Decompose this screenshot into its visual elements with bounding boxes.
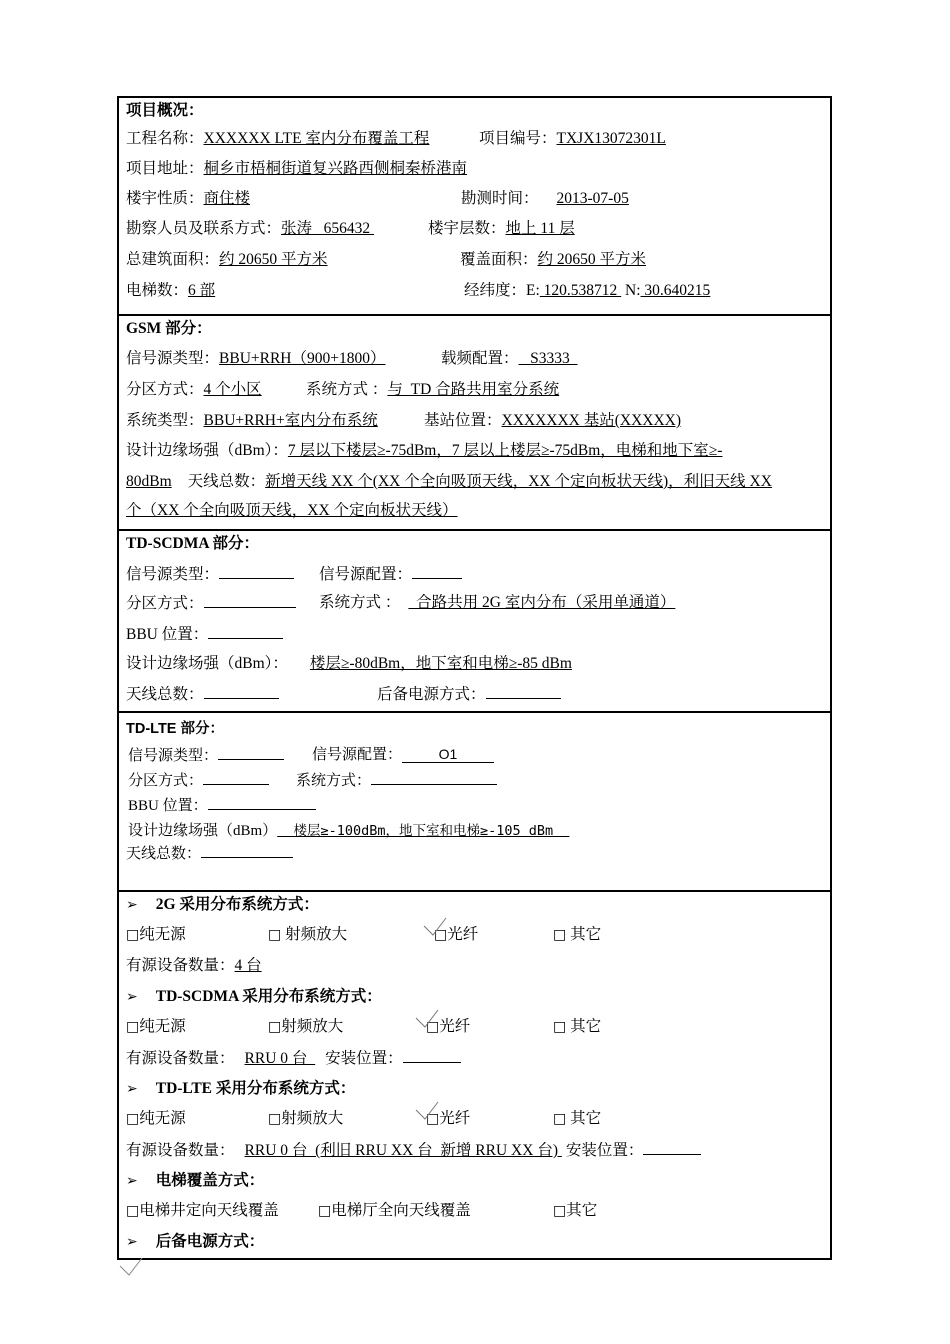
tdscdma-bbu-label: BBU 位置： bbox=[126, 626, 209, 643]
gsm-antenna-line2: 个（XX 个全向吸顶天线，XX 个定向板状天线） bbox=[126, 502, 458, 519]
arrow-bullet-icon: ➢ bbox=[126, 1173, 138, 1189]
option-label: 射频放大 bbox=[285, 926, 348, 943]
floors-field bbox=[428, 219, 575, 239]
project-no-value: TXJX13072301L bbox=[556, 130, 666, 147]
option-label: 电梯井定向天线覆盖 bbox=[139, 1202, 279, 1219]
gsm-edge-line2: 80dBm bbox=[126, 473, 172, 490]
checkmark-icon bbox=[118, 1256, 144, 1278]
option-label: 纯无源 bbox=[139, 1018, 186, 1035]
total-area-value: 约 20650 平方米 bbox=[219, 251, 328, 268]
checkbox-icon[interactable]: □ bbox=[126, 1019, 140, 1035]
g2-dist-heading-row bbox=[126, 895, 319, 915]
elevator-heading-row bbox=[126, 1171, 264, 1191]
checkbox-icon[interactable]: □ bbox=[126, 927, 140, 943]
lon-value: 120.538712 bbox=[539, 282, 622, 299]
tdscdma-partition-label: 分区方式： bbox=[126, 595, 204, 612]
project-no-label: 项目编号： bbox=[479, 130, 557, 147]
tdlte-source-type-blank[interactable] bbox=[218, 745, 284, 760]
elev-option-shaft[interactable] bbox=[126, 1201, 279, 1221]
tdlte-bbu-row bbox=[128, 795, 316, 816]
section-divider bbox=[117, 711, 832, 713]
tdlte-antenna-row bbox=[126, 843, 293, 864]
building-type-label: 楼宇性质： bbox=[126, 190, 204, 207]
coords-field bbox=[464, 281, 710, 301]
gsm-edge-line1: 7 层以下楼层≥-75dBm，7 层以上楼层≥-75dBm，电梯和地下室≥- bbox=[287, 442, 723, 459]
tdscdma-partition-blank[interactable] bbox=[204, 593, 296, 608]
option-label: 光纤 bbox=[447, 926, 479, 943]
checkmark-icon bbox=[414, 1008, 440, 1030]
gsm-carrier-label: 载频配置： bbox=[441, 350, 519, 367]
checkbox-icon[interactable]: □ bbox=[553, 1019, 567, 1035]
gsm-carrier-field bbox=[441, 349, 578, 369]
checkbox-icon[interactable]: □ bbox=[434, 927, 448, 943]
checkbox-icon[interactable]: □ bbox=[426, 1111, 440, 1127]
gsm-edge-antenna-row bbox=[126, 472, 772, 492]
survey-time-value: 2013-07-05 bbox=[556, 190, 629, 207]
option-label: 其它 bbox=[570, 926, 602, 943]
tdlte-source-config-label: 信号源配置： bbox=[312, 747, 403, 763]
lte-active-count: RRU 0 台 (利旧 RRU XX 台 新增 RRU XX 台) bbox=[244, 1142, 562, 1159]
coverage-area-field bbox=[460, 250, 646, 270]
elevators-value: 6 部 bbox=[188, 282, 216, 299]
floors-label: 楼宇层数： bbox=[428, 220, 506, 237]
option-label: 其它 bbox=[570, 1110, 602, 1127]
gsm-source-type-label: 信号源类型： bbox=[126, 350, 220, 367]
td-active-row bbox=[126, 1048, 461, 1069]
gsm-bs-location-label: 基站位置： bbox=[424, 412, 502, 429]
td-dist-heading-row bbox=[126, 987, 382, 1007]
gsm-antenna-row2 bbox=[126, 501, 458, 521]
g2-active-count: 4 台 bbox=[234, 957, 262, 974]
tdscdma-system-mode-value: 合路共用 2G 室内分布（采用单通道） bbox=[408, 594, 676, 611]
building-type-value: 商住楼 bbox=[203, 190, 251, 207]
tdscdma-source-type-blank[interactable] bbox=[219, 564, 294, 579]
elevator-heading: 电梯覆盖方式： bbox=[155, 1172, 265, 1189]
tdscdma-source-config-blank[interactable] bbox=[412, 564, 462, 579]
backup-heading-row bbox=[126, 1232, 264, 1252]
tdlte-source-config-field bbox=[312, 745, 494, 765]
surveyor-value: 张涛 656432 bbox=[281, 220, 375, 237]
tdscdma-source-config-label: 信号源配置： bbox=[319, 566, 413, 583]
coverage-area-label: 覆盖面积： bbox=[460, 251, 538, 268]
building-type-row bbox=[126, 189, 250, 209]
lte-option-rf[interactable] bbox=[268, 1109, 343, 1129]
gsm-carrier-value: S3333 bbox=[518, 350, 578, 367]
tdscdma-source-config-field bbox=[319, 564, 462, 585]
lte-install-location-blank[interactable] bbox=[643, 1140, 701, 1155]
gsm-bs-location-value: XXXXXXX 基站(XXXXX) bbox=[501, 412, 682, 429]
tdscdma-system-mode-label: 系统方式 ： bbox=[319, 594, 401, 611]
tdscdma-antenna-blank[interactable] bbox=[204, 684, 279, 699]
tdscdma-backup-label: 后备电源方式： bbox=[377, 686, 486, 703]
checkbox-icon[interactable]: □ bbox=[553, 1203, 567, 1219]
lte-option-other[interactable] bbox=[553, 1109, 601, 1129]
g2-active-row bbox=[126, 956, 262, 976]
tdlte-antenna-label: 天线总数： bbox=[126, 846, 202, 862]
option-label: 光纤 bbox=[439, 1110, 471, 1127]
tdlte-source-row bbox=[128, 745, 284, 766]
tdlte-source-config-value: O1 bbox=[402, 746, 494, 763]
gsm-antenna-label: 天线总数： bbox=[187, 473, 266, 490]
option-label: 射频放大 bbox=[281, 1018, 344, 1035]
gsm-system-type-row bbox=[126, 411, 378, 431]
gsm-bs-location-field bbox=[424, 411, 681, 431]
install-location-label: 安装位置： bbox=[325, 1050, 403, 1067]
tdlte-partition-blank[interactable] bbox=[203, 770, 269, 785]
coverage-area-value: 约 20650 平方米 bbox=[537, 251, 647, 268]
elev-option-hall[interactable] bbox=[318, 1201, 471, 1221]
total-area-label: 总建筑面积： bbox=[126, 251, 220, 268]
tdscdma-bbu-row bbox=[126, 624, 283, 645]
tdscdma-edge-label: 设计边缘场强（dBm）： bbox=[126, 655, 288, 672]
gsm-antenna-line1: 新增天线 XX 个(XX 个全向吸顶天线，XX 个定向板状天线)，利旧天线 XX bbox=[265, 473, 772, 490]
tdscdma-system-mode-field bbox=[319, 593, 675, 613]
tdlte-bbu-blank[interactable] bbox=[208, 795, 316, 810]
tdscdma-backup-field bbox=[377, 684, 561, 705]
g2-option-rf[interactable] bbox=[268, 925, 347, 945]
arrow-bullet-icon: ➢ bbox=[126, 1081, 138, 1097]
surveyor-row bbox=[126, 219, 374, 239]
tdscdma-backup-blank[interactable] bbox=[486, 684, 561, 699]
tdscdma-source-type-label: 信号源类型： bbox=[126, 566, 220, 583]
coords-label: 经纬度： bbox=[464, 282, 527, 299]
tdscdma-source-row bbox=[126, 564, 294, 585]
lat-value: 30.640215 bbox=[640, 282, 711, 299]
lat-prefix: N: bbox=[621, 282, 641, 299]
survey-time-field bbox=[461, 189, 629, 209]
gsm-partition-value: 4 个小区 bbox=[203, 381, 262, 398]
td-option-passive[interactable] bbox=[126, 1017, 186, 1037]
overview-heading: 项目概况： bbox=[126, 102, 204, 119]
option-label: 电梯厅全向天线覆盖 bbox=[331, 1202, 471, 1219]
option-label: 光纤 bbox=[439, 1018, 471, 1035]
option-label: 其它 bbox=[570, 1018, 602, 1035]
tdscdma-heading: TD-SCDMA 部分： bbox=[126, 535, 260, 552]
gsm-partition-row bbox=[126, 380, 262, 400]
backup-heading: 后备电源方式： bbox=[155, 1233, 265, 1250]
lon-prefix: E: bbox=[526, 282, 540, 299]
tdlte-system-mode-field bbox=[296, 770, 497, 791]
tdlte-antenna-blank[interactable] bbox=[201, 843, 293, 858]
elevators-label: 电梯数： bbox=[126, 282, 189, 299]
gsm-source-type-value: BBU+RRH（900+1800） bbox=[219, 350, 386, 367]
g2-option-passive[interactable] bbox=[126, 925, 186, 945]
gsm-system-mode-label: 系统方式 ： bbox=[306, 381, 388, 398]
total-area-row bbox=[126, 250, 328, 270]
gsm-edge-label: 设计边缘场强（dBm）： bbox=[126, 442, 288, 459]
lte-active-row bbox=[126, 1140, 701, 1161]
tdscdma-edge-row bbox=[126, 654, 572, 674]
address-value: 桐乡市梧桐街道复兴路西侧桐秦桥港南 bbox=[203, 160, 468, 177]
survey-time-label: 勘测时间： bbox=[461, 190, 539, 207]
tdlte-edge-label: 设计边缘场强（dBm） bbox=[128, 823, 278, 839]
tdscdma-edge-value: 楼层≥-80dBm，地下室和电梯≥-85 dBm bbox=[309, 655, 572, 672]
td-dist-heading: TD-SCDMA 采用分布系统方式： bbox=[155, 988, 382, 1005]
checkmark-icon bbox=[414, 1100, 440, 1122]
tdlte-bbu-label: BBU 位置： bbox=[128, 798, 208, 814]
gsm-heading: GSM 部分： bbox=[126, 320, 212, 337]
gsm-system-mode-value: 与 TD 合路共用室分系统 bbox=[387, 381, 560, 398]
checkbox-icon[interactable]: □ bbox=[426, 1019, 440, 1035]
checkbox-icon[interactable]: □ bbox=[126, 1203, 140, 1219]
install-location-label: 安装位置： bbox=[565, 1142, 644, 1159]
option-label: 其它 bbox=[566, 1202, 598, 1219]
checkbox-icon[interactable]: □ bbox=[268, 1111, 282, 1127]
gsm-system-type-label: 系统类型： bbox=[126, 412, 204, 429]
arrow-bullet-icon: ➢ bbox=[126, 897, 138, 913]
elev-option-other[interactable] bbox=[553, 1201, 597, 1221]
project-name-label: 工程名称： bbox=[126, 130, 204, 147]
lte-dist-heading-row bbox=[126, 1079, 355, 1099]
option-label: 纯无源 bbox=[139, 926, 186, 943]
active-count-label: 有源设备数量： bbox=[126, 1050, 235, 1067]
option-label: 射频放大 bbox=[281, 1110, 344, 1127]
checkbox-icon[interactable]: □ bbox=[268, 927, 282, 943]
gsm-partition-label: 分区方式： bbox=[126, 381, 204, 398]
tdlte-source-type-label: 信号源类型： bbox=[128, 748, 219, 764]
address-row bbox=[126, 159, 467, 179]
gsm-edge-row bbox=[126, 441, 722, 461]
checkbox-icon[interactable]: □ bbox=[318, 1203, 332, 1219]
active-count-label: 有源设备数量： bbox=[126, 1142, 235, 1159]
td-option-other[interactable] bbox=[553, 1017, 601, 1037]
td-option-rf[interactable] bbox=[268, 1017, 343, 1037]
project-name-row bbox=[126, 129, 429, 149]
section-divider bbox=[117, 314, 832, 316]
tdscdma-partition-row bbox=[126, 593, 296, 614]
project-name-value: XXXXXX LTE 室内分布覆盖工程 bbox=[203, 130, 430, 147]
gsm-system-type-value: BBU+RRH+室内分布系统 bbox=[203, 412, 378, 429]
gsm-source-row bbox=[126, 349, 386, 369]
checkbox-icon[interactable]: □ bbox=[268, 1019, 282, 1035]
surveyor-label: 勘察人员及联系方式： bbox=[126, 220, 282, 237]
tdscdma-antenna-row bbox=[126, 684, 279, 705]
floors-value: 地上 11 层 bbox=[505, 220, 575, 237]
section-divider bbox=[117, 529, 832, 531]
tdlte-edge-value: 楼层≥-100dBm，地下室和电梯≥-105 dBm bbox=[277, 823, 570, 839]
td-active-count: RRU 0 台 bbox=[244, 1050, 316, 1067]
active-count-label: 有源设备数量： bbox=[126, 957, 235, 974]
project-no-field bbox=[479, 129, 666, 149]
g2-option-other[interactable] bbox=[553, 925, 601, 945]
lte-option-passive[interactable] bbox=[126, 1109, 186, 1129]
arrow-bullet-icon: ➢ bbox=[126, 1234, 138, 1250]
tdlte-partition-row bbox=[128, 770, 269, 791]
address-label: 项目地址： bbox=[126, 160, 204, 177]
checkbox-icon[interactable]: □ bbox=[553, 1111, 567, 1127]
option-label: 纯无源 bbox=[139, 1110, 186, 1127]
lte-dist-heading: TD-LTE 采用分布系统方式： bbox=[155, 1080, 356, 1097]
checkmark-icon bbox=[422, 916, 448, 938]
arrow-bullet-icon: ➢ bbox=[126, 989, 138, 1005]
tdlte-system-mode-label: 系统方式： bbox=[296, 773, 372, 789]
g2-dist-heading: 2G 采用分布系统方式： bbox=[155, 896, 319, 913]
checkbox-icon[interactable]: □ bbox=[553, 927, 567, 943]
elevators-row bbox=[126, 281, 215, 301]
section-divider bbox=[117, 890, 832, 892]
checkbox-icon[interactable]: □ bbox=[126, 1111, 140, 1127]
tdscdma-bbu-blank[interactable] bbox=[208, 624, 283, 639]
gsm-system-mode-field bbox=[306, 380, 559, 400]
td-install-location-blank[interactable] bbox=[403, 1048, 461, 1063]
tdlte-edge-row bbox=[128, 821, 569, 841]
tdlte-partition-label: 分区方式： bbox=[128, 773, 204, 789]
tdscdma-antenna-label: 天线总数： bbox=[126, 686, 204, 703]
tdlte-system-mode-blank[interactable] bbox=[371, 770, 497, 785]
tdlte-heading: TD-LTE 部分： bbox=[126, 721, 224, 737]
